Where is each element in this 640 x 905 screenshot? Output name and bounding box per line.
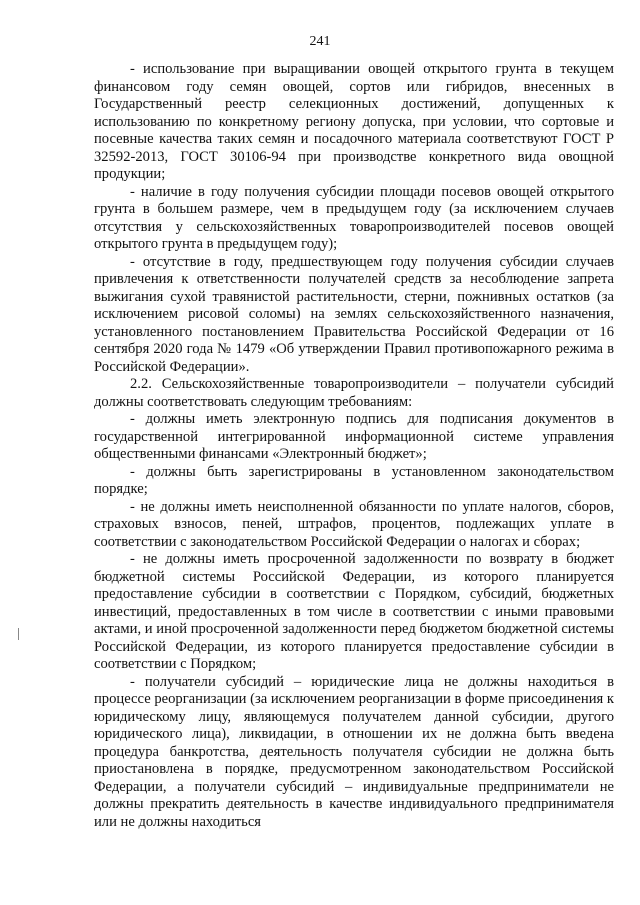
page-number: 241 [309,34,331,49]
paragraph-registration: - должны быть зарегистрированы в установленном законодательством порядке; [94,463,614,497]
document-body [94,61,614,831]
paragraph-fire-safety-requirement: - отсутствие в году, предшествующем году получения субсидии случаев привлечения к ответственности получателей средств за несоблюдение запрета выжигания сухой травянистой растительности, стерни, пожнивных остатков (за исключением рисовой соломы) на землях сельскохозяйственного назначения, установленного постановлением Правительства Российской Федерации от 16 сентября 2020 года № 1479 «Об утверждении Правил противопожарного режима в Российской Федерации». [94,253,614,375]
paragraph-section-2-2: 2.2. Сельскохозяйственные товаропроизводители – получатели субсидий должны соответствовать следующим требованиям: [94,376,614,410]
paragraph-overdue-debt: - не должны иметь просроченной задолженности по возврату в бюджет бюджетной системы Российской Федерации, из которого планируется предоставление субсидии в соответствии с Порядком, субсидий, бюджетных инвестиций, предоставленных в том числе в соответствии с иными правовыми актами, и иной просроченной задолженности перед бюджетом бюджетной системы Российской Федерации, из которого планируется предоставление субсидии в соответствии с Порядком; [94,551,614,672]
paragraph-sown-area-requirement: - наличие в году получения субсидии площади посевов овощей открытого грунта в большем размере, чем в предыдущем году (за исключением случаев отсутствия у сельскохозяйственных товаропроизводителей посевов овощей открытого грунта в предыдущем году); [94,183,614,252]
paragraph-electronic-signature: - должны иметь электронную подпись для подписания документов в государственной интегрированной информационной системе управления общественными финансами «Электронный бюджет»; [94,411,614,462]
paragraph-reorganization: - получатели субсидий – юридические лица не должны находиться в процессе реорганизации (за исключением реорганизации в форме присоединения к юридическому лицу, являющемуся получателем данной субсидии, другого юридического лица), ликвидации, в отношении их не должна быть введена процедура банкротства, деятельность получателя субсидии не должна быть приостановлена в порядке, предусмотренном законодательством Российской Федерации, а получатели субсидий – индивидуальные предприниматели не должны прекратить деятельность в качестве индивидуального предпринимателя или не должны находиться [94,673,614,830]
paragraph-seeds-requirement: - использование при выращивании овощей открытого грунта в текущем финансовом году семян овощей, сортов или гибридов, внесенных в Государственный реестр селекционных достижений, допущенных к использованию по конкретному региону допуска, при условии, что сортовые и посевные качества таких семян и посадочного материала соответствуют ГОСТ Р 32592-2013, ГОСТ 30106-94 при производстве конкретного вида овощной продукции; [94,61,614,182]
paragraph-tax-obligations: - не должны иметь неисполненной обязанности по уплате налогов, сборов, страховых взносов, пеней, штрафов, процентов, подлежащих уплате в соответствии с законодательством Российской Федерации о налогах и сборах; [94,498,614,550]
margin-mark [18,628,19,640]
